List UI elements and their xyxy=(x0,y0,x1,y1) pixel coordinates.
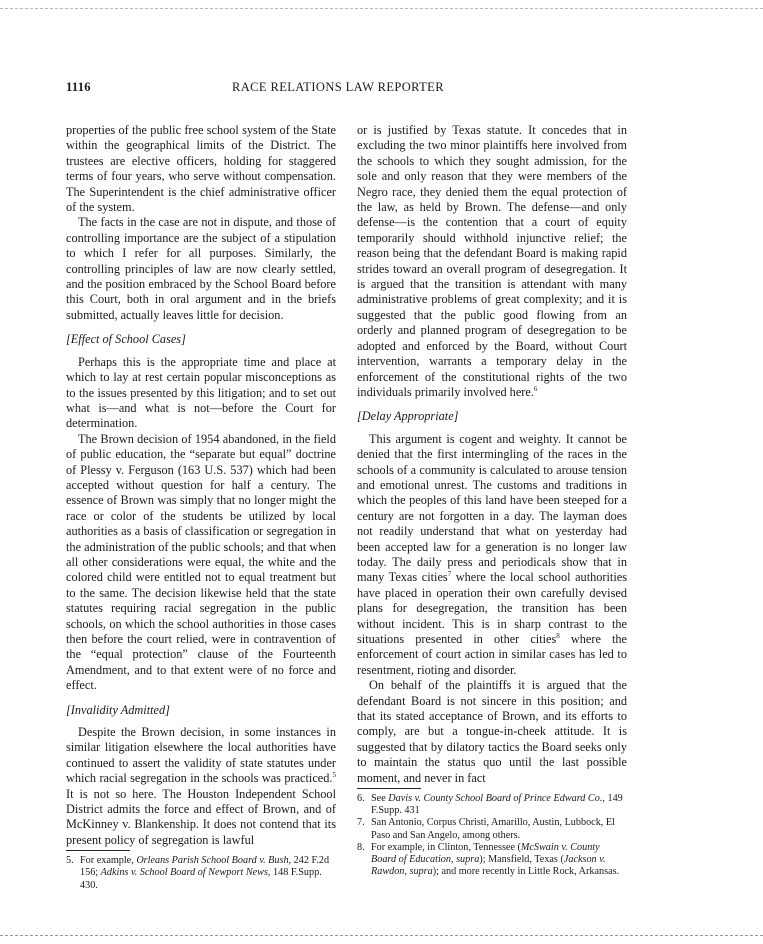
paragraph: Despite the Brown decision, in some instances in similar litigation elsewhere the local authorities have continued to assert the validity of state statutes under which racial segregation in the schools was practiced.$^5$ It is not so here. The Houston Independent School District admits the force and effect of Brown, and of McKinney v. Blankenship. It does not contend that its present policy of segregation is lawful xyxy=(66,725,336,847)
footnote-ref: 8 xyxy=(556,631,560,640)
footnote-rule xyxy=(66,850,130,851)
paragraph: On behalf of the plaintiffs it is argued that the defendant Board is not sincere in this position; and that its stated acceptance of Brown, and its efforts to comply, are but a tongue-in-cheek attitude. It is suggested that by dilatory tactics the Board seeks only to maintain the status quo until the last possible moment, and never in fact xyxy=(357,678,627,785)
running-head: RACE RELATIONS LAW REPORTER xyxy=(232,80,444,94)
top-scan-edge xyxy=(0,8,763,10)
bottom-scan-edge xyxy=(0,935,763,937)
paragraph: The Brown decision of 1954 abandoned, in the field of public education, the “separate but equal” doctrine of Plessy v. Ferguson (163 U.S. 537) which had been accepted without question for half a century. The essence of Brown was simply that no longer might the race or color of the students be utilized by local authorities as a basis of classification or segregation in the administration of the public schools; and that when all other considerations were equal, the white and the colored child were entitled not to equal treatment but to the same. The decision likewise held that the state statutes requiring racial segregation in the public schools, on which the school authorities in those cases then before the court relied, were in contravention of the “equal protection” clause of the Fourteenth Amendment, and to that extent were of no force and effect. xyxy=(66,431,336,693)
paragraph: Perhaps this is the appropriate time and place at which to lay at rest certain popular misconceptions as to the issues presented by this litigation; and to set out what is—and what is not—before the Court for determination. xyxy=(66,354,336,431)
section-heading: [Effect of School Cases] xyxy=(66,332,186,347)
footnotes xyxy=(357,793,627,878)
footnote-ref: 5 xyxy=(332,771,336,780)
paragraph: The facts in the case are not in dispute, and those of controlling importance are the subject of a stipulation to which I refer for all purposes. Similarly, the controlling principles of law are now clearly settled, and the position embraced by the School Board before this Court, both in oral argument and in the briefs submitted, actually leaves little for decision. xyxy=(66,215,336,322)
section-heading: [Invalidity Admitted] xyxy=(66,702,170,717)
paragraph: This argument is cogent and weighty. It cannot be denied that the first intermingling of the races in the schools of a community is calculated to arouse tension and emotional unrest. The customs and traditions in which the peoples of this land have been steeped for a century are not forgotten in a day. The layman does not readily understand that what on yesterday had been accepted law for a generation is no longer law today. The daily press and periodicals show that in many Texas cities$^7$ where the local school authorities have placed in operation their own carefully devised plans for desegregation, the transition has been without incident. This is in sharp contrast to the situations presented in other cities$^8$ where the enforcement of court action in similar cases has led to resentment, rioting and disorder. xyxy=(357,431,627,677)
section-heading: [Delay Appropriate] xyxy=(357,409,459,424)
footnote-6: 6. See Davis v. County School Board of Prince Edward Co., 149 F.Supp. 431 xyxy=(357,793,623,817)
page-number: 1116 xyxy=(66,80,91,94)
footnote-5: 5. For example, Orleans Parish School Board v. Bush, 242 F.2d 156; Adkins v. School Board of Newport News, 148 F.Supp. 430. xyxy=(66,855,330,891)
footnote-8: 8. For example, in Clinton, Tennessee (McSwain v. County Board of Education, supra); Mansfield, Texas (Jackson v. Rawdon, supra); and more recently in Little Rock, Arkansas. xyxy=(357,841,620,878)
footnote-ref: 7 xyxy=(447,570,452,579)
right-column xyxy=(357,123,627,878)
paragraph: or is justified by Texas statute. It concedes that in excluding the two minor plaintiffs here involved from the schools to which they sought admission, for the sole and only reason that they were members of the Negro race, they denied them the equal protection of the law, as held by Brown. The defense—and only defense—is the contention that a court of equity temporarily should withhold injunctive relief; the reason being that the defendant Board is making rapid strides toward an overall program of desegregation. It is argued that the transition is attendant with many administrative problems of great complexity; and it is suggested that the public good flowing from an orderly and planned program of desegregation to be adopted and enforced by the Board, without Court intervention, warrants a temporary delay in the enforcement of the constitutional rights of the two individuals primarily involved here.$^6$ xyxy=(357,123,627,399)
footnote-ref: 6 xyxy=(533,384,538,393)
footnote-7: 7. San Antonio, Corpus Christi, Amarillo, Austin, Lubbock, El Paso and San Angelo, among others. xyxy=(357,817,615,841)
footnote-rule xyxy=(357,788,421,789)
footnotes xyxy=(66,855,336,892)
paragraph: properties of the public free school system of the State within the geographical limits of the District. The trustees are elective officers, holding for staggered terms of four years, who serve without compensation. The Superintendent is the chief administrative officer of the system. xyxy=(66,123,336,215)
left-column xyxy=(66,123,336,892)
